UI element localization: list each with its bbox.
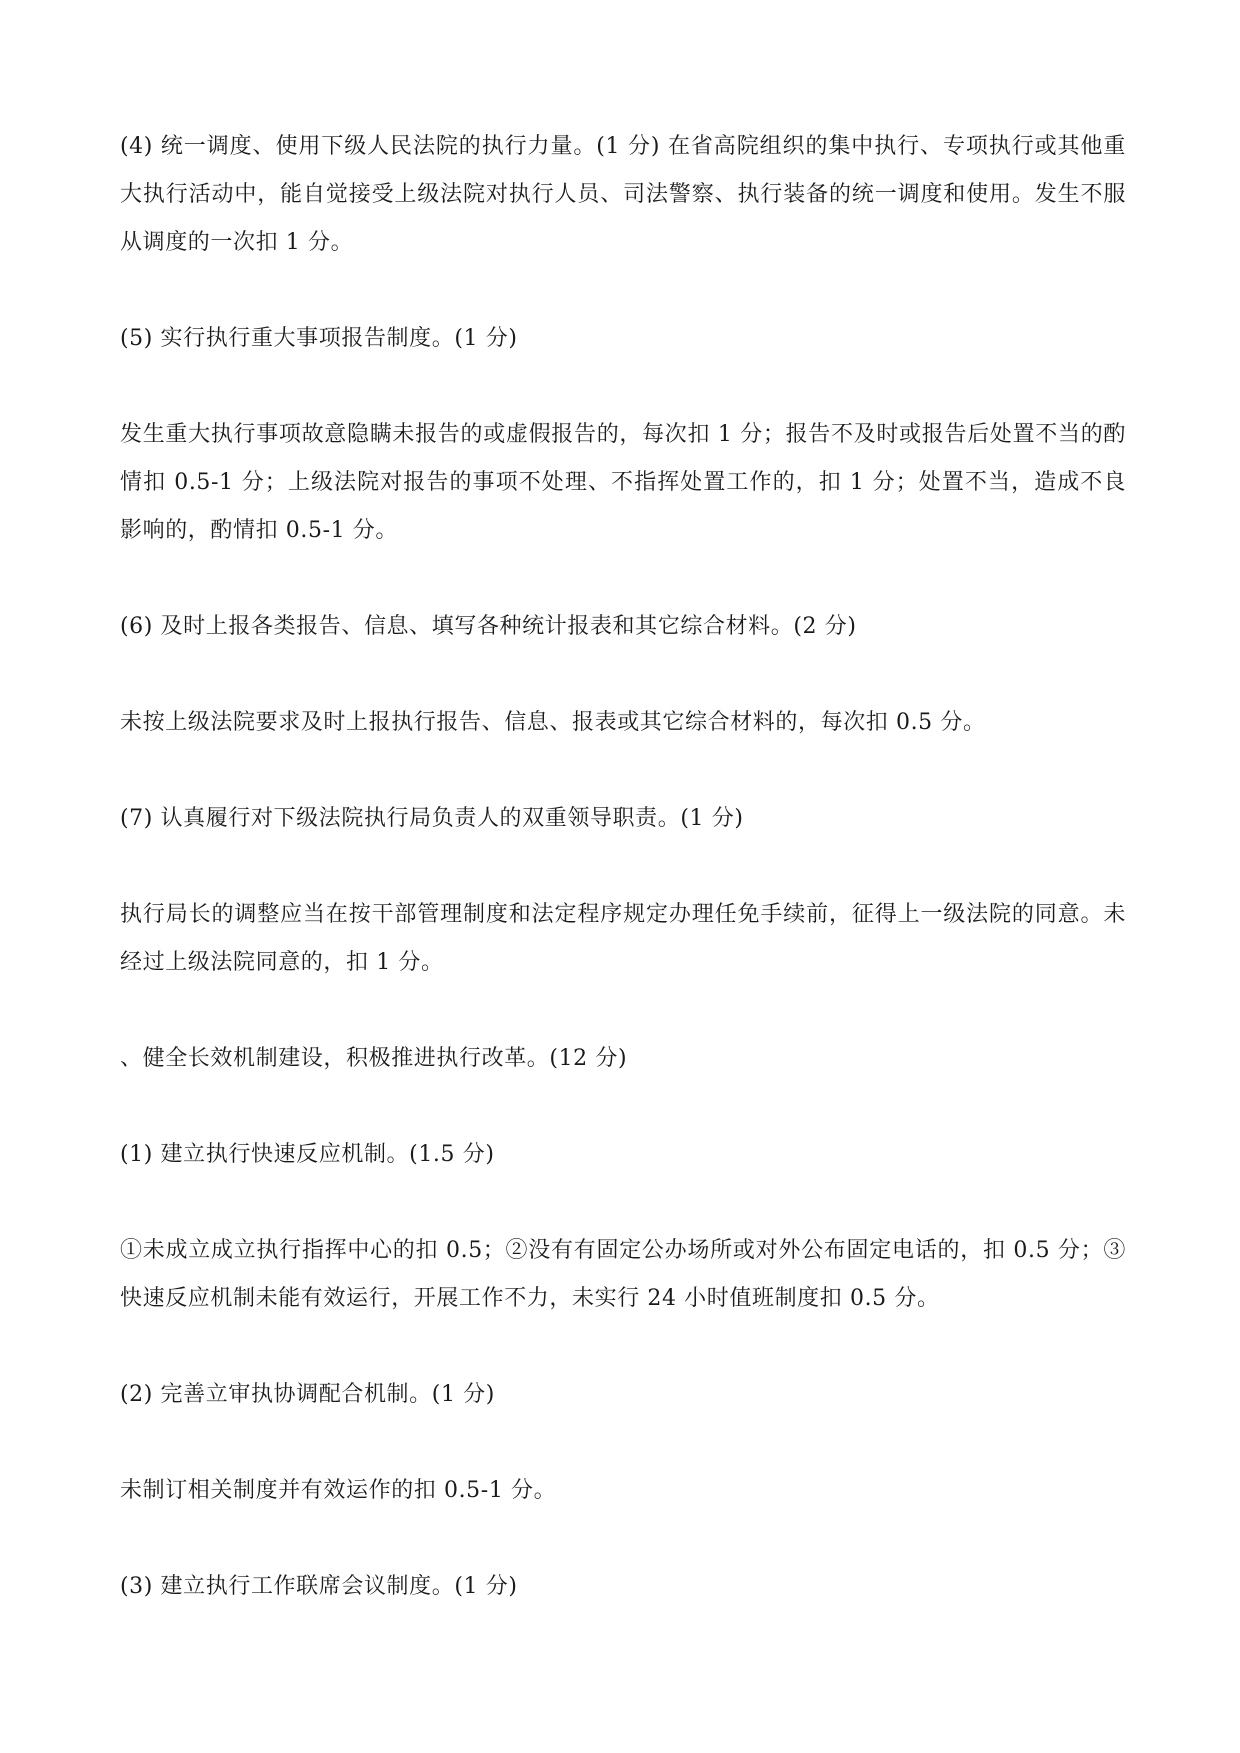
paragraph-sub-1-heading: (1) 建立执行快速反应机制。(1.5 分) <box>120 1142 495 1167</box>
paragraph-sub-2-rules: 未制订相关制度并有效运作的扣 0.5-1 分。 <box>120 1478 557 1503</box>
paragraph-sub-2-heading: (2) 完善立审执协调配合机制。(1 分) <box>120 1382 495 1407</box>
section-heading-long-term-mechanism: 、健全长效机制建设，积极推进执行改革。(12 分) <box>120 1046 628 1071</box>
paragraph-item-7-heading: (7) 认真履行对下级法院执行局负责人的双重领导职责。(1 分) <box>120 806 744 831</box>
paragraph-sub-1-rules: ①未成立成立执行指挥中心的扣 0.5；②没有有固定公办场所或对外公布固定电话的，扣 0.5 分；③快速反应机制未能有效运行，开展工作不力，未实行 24 小时值班制度扣 0.5 分。 <box>120 1238 1126 1311</box>
paragraph-item-6-rules: 未按上级法院要求及时上报执行报告、信息、报表或其它综合材料的，每次扣 0.5 分。 <box>120 710 986 735</box>
paragraph-item-7-rules: 执行局长的调整应当在按干部管理制度和法定程序规定办理任免手续前，征得上一级法院的同意。未经过上级法院同意的，扣 1 分。 <box>120 902 1126 975</box>
paragraph-sub-3-heading: (3) 建立执行工作联席会议制度。(1 分) <box>120 1574 518 1599</box>
paragraph-item-5-rules: 发生重大执行事项故意隐瞒未报告的或虚假报告的，每次扣 1 分；报告不及时或报告后处置不当的酌情扣 0.5-1 分；上级法院对报告的事项不处理、不指挥处置工作的，扣 1 分；处置不当，造成不良影响的，酌情扣 0.5-1 分。 <box>120 422 1126 543</box>
paragraph-item-6-heading: (6) 及时上报各类报告、信息、填写各种统计报表和其它综合材料。(2 分) <box>120 614 857 639</box>
document-body <box>120 123 1126 1611</box>
paragraph-item-4-unified-dispatch: (4) 统一调度、使用下级人民法院的执行力量。(1 分) 在省高院组织的集中执行、专项执行或其他重大执行活动中，能自觉接受上级法院对执行人员、司法警察、执行装备的统一调度和使用。发生不服从调度的一次扣 1 分。 <box>120 134 1126 255</box>
paragraph-item-5-heading: (5) 实行执行重大事项报告制度。(1 分) <box>120 326 518 351</box>
